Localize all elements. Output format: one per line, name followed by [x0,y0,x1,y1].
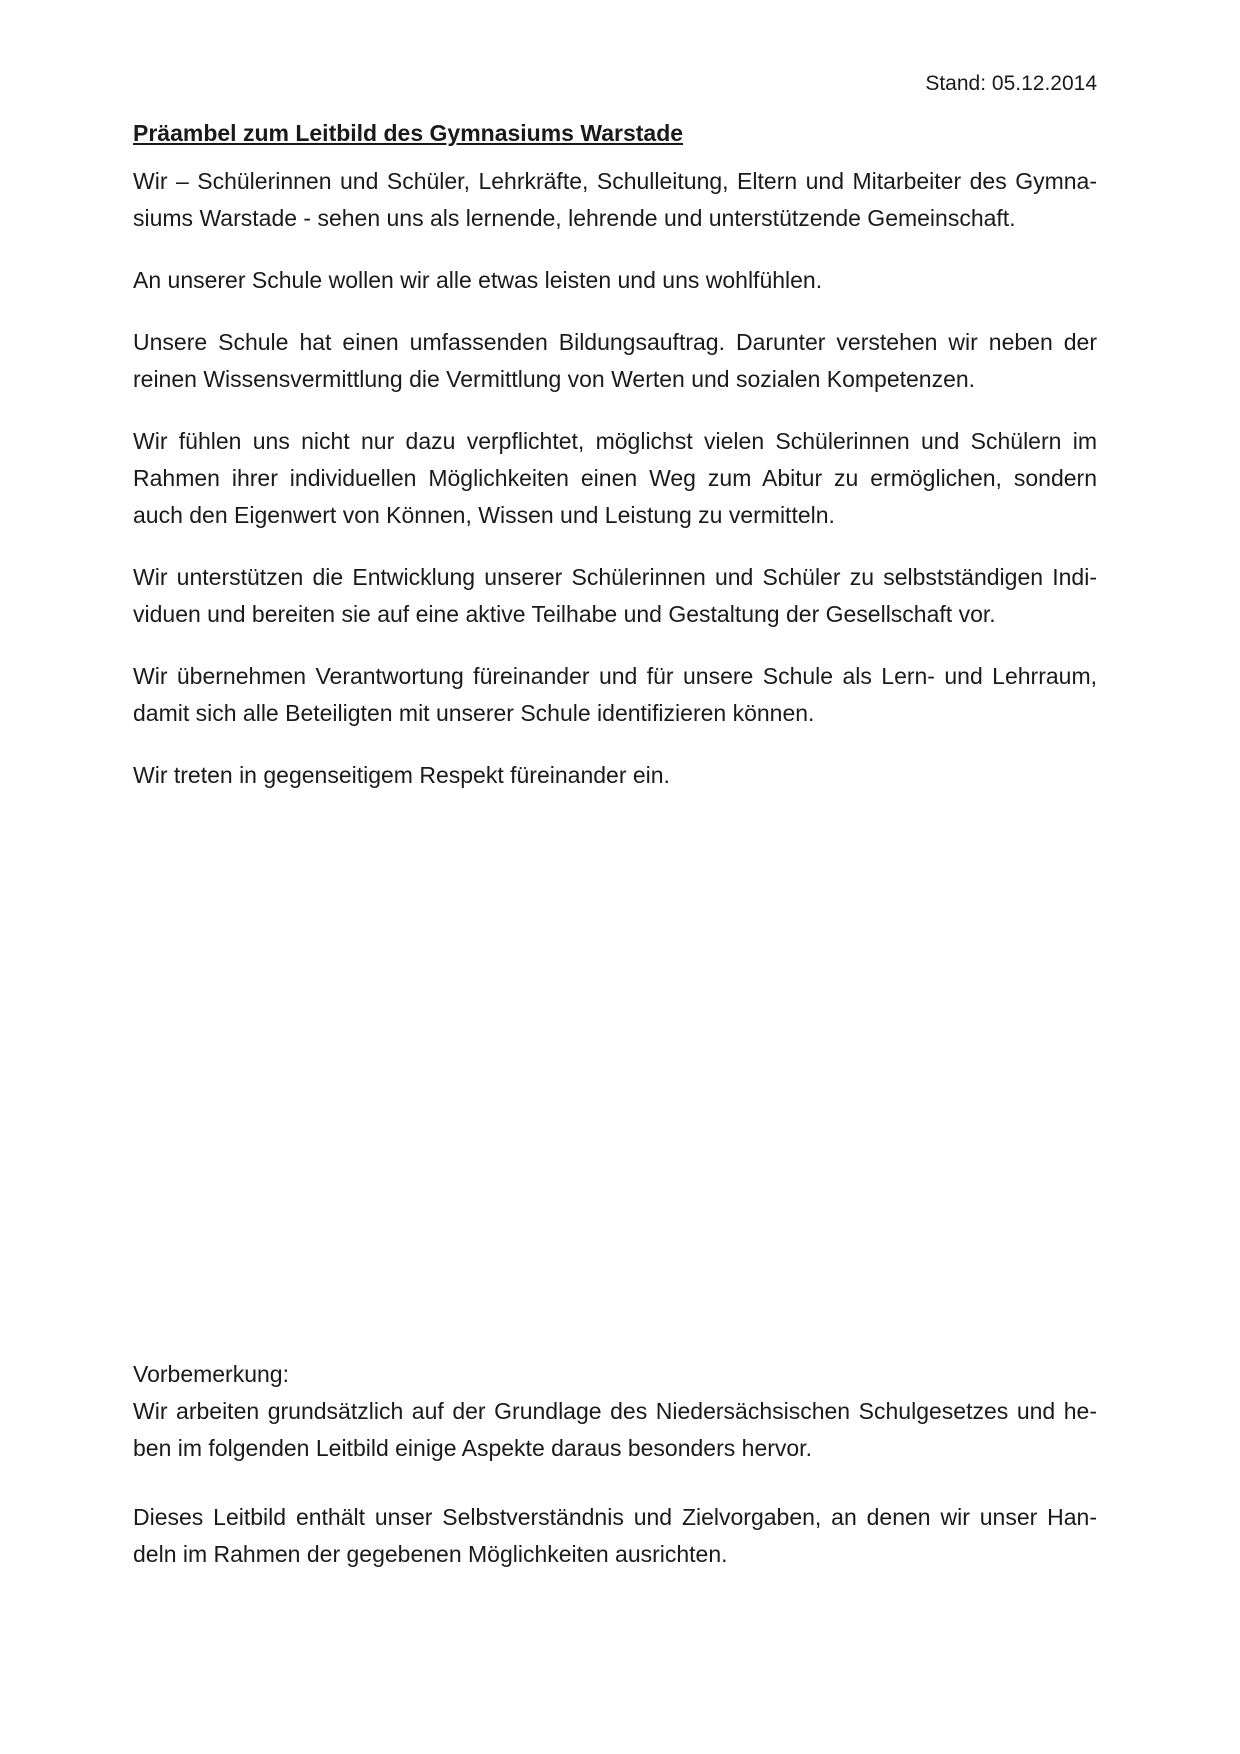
vorbemerkung-paragraph-2 [133,1499,1097,1573]
text-line: Unsere Schule hat einen umfassenden Bildungsauftrag. Darunter verstehen wir neben der [133,329,1097,355]
preamble-paragraph-1 [133,163,1097,237]
page-title: Präambel zum Leitbild des Gymnasiums Warstade [133,120,684,146]
text-line: Wir übernehmen Verantwortung füreinander und für unsere Schule als Lern- und Lehrraum, [133,663,1097,689]
preamble-paragraph-2 [133,262,1097,299]
preamble-paragraph-7 [133,757,1097,794]
text-line: Rahmen ihrer individuellen Möglichkeiten einen Weg zum Abitur zu ermöglichen, sondern [133,465,1097,491]
vorbemerkung-label: Vorbemerkung: [133,1361,289,1387]
document-content [133,72,1097,1573]
vorbemerkung-paragraph-1 [133,1393,1097,1467]
text-line: An unserer Schule wollen wir alle etwas leisten und uns wohlfühlen. [133,267,823,293]
date-stamp: Stand: 05.12.2014 [925,72,1097,95]
text-line: Wir fühlen uns nicht nur dazu verpflichtet, möglichst vielen Schülerinnen und Schülern im [133,428,1097,454]
preamble-paragraphs [133,163,1097,794]
preamble-paragraph-4 [133,423,1097,534]
text-line: Wir – Schülerinnen und Schüler, Lehrkräfte, Schulleitung, Eltern und Mitarbeiter des Gymna- [133,168,1097,194]
text-line: Dieses Leitbild enthält unser Selbstverständnis und Zielvorgaben, an denen wir unser Han- [133,1504,1097,1530]
preamble-paragraph-3 [133,324,1097,398]
text-line: reinen Wissensvermittlung die Vermittlung von Werten und sozialen Kompetenzen. [133,366,976,392]
text-line: Wir unterstützen die Entwicklung unserer Schülerinnen und Schüler zu selbstständigen Indi- [133,564,1097,590]
preamble-paragraph-5 [133,559,1097,633]
text-line: siums Warstade - sehen uns als lernende, lehrende und unterstützende Gemeinschaft. [133,205,1016,231]
text-line: damit sich alle Beteiligten mit unserer Schule identifizieren können. [133,700,815,726]
preamble-paragraph-6 [133,658,1097,732]
text-line: Wir arbeiten grundsätzlich auf der Grundlage des Niedersächsischen Schulgesetzes und he- [133,1398,1097,1424]
vorbemerkung-section [133,1356,1097,1573]
vorbemerkung-paragraphs [133,1393,1097,1573]
text-line: auch den Eigenwert von Können, Wissen und Leistung zu vermitteln. [133,502,835,528]
text-line: ben im folgenden Leitbild einige Aspekte daraus besonders hervor. [133,1435,812,1461]
text-line: viduen und bereiten sie auf eine aktive Teilhabe und Gestaltung der Gesellschaft vor. [133,601,996,627]
text-line: Wir treten in gegenseitigem Respekt füreinander ein. [133,762,670,788]
text-line: deln im Rahmen der gegebenen Möglichkeiten ausrichten. [133,1541,728,1567]
